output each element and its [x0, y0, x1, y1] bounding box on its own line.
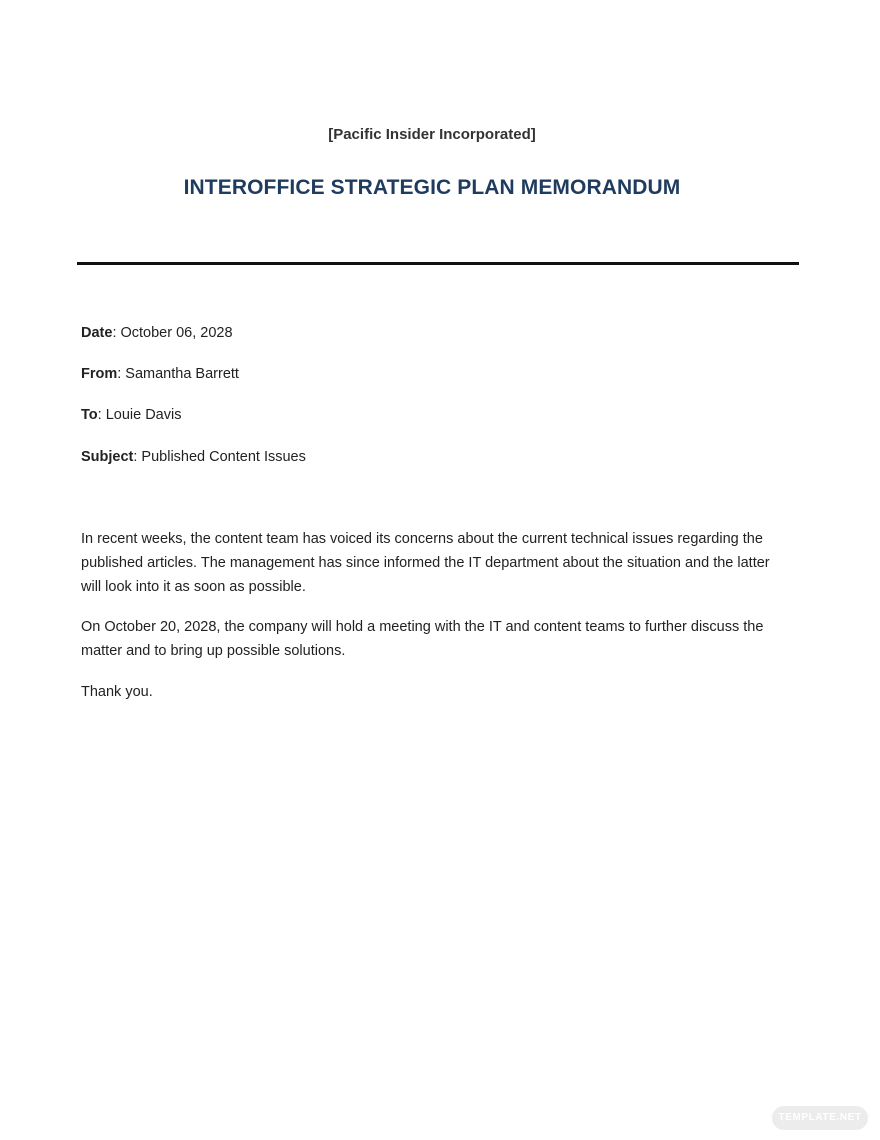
date-value: : October 06, 2028: [112, 325, 233, 341]
closing-line: Thank you.: [81, 684, 153, 700]
to-label: To: [81, 407, 98, 423]
subject-value: : Published Content Issues: [133, 449, 306, 465]
from-label: From: [81, 366, 118, 382]
meta-to: [81, 407, 181, 423]
from-value: : Samantha Barrett: [117, 366, 239, 382]
to-value: : Louie Davis: [97, 407, 182, 423]
memo-title: INTEROFFICE STRATEGIC PLAN MEMORANDUM: [183, 176, 681, 199]
body-paragraph-1: In recent weeks, the content team has voiced its concerns about the current technical issues regarding the published articles. The management has since informed the IT department about the situation and the latter will look into it as soon as possible.: [81, 531, 770, 595]
meta-date: [81, 325, 233, 341]
company-name: [Pacific Insider Incorporated]: [328, 126, 536, 143]
date-label: Date: [81, 325, 113, 341]
meta-subject: [81, 449, 306, 465]
meta-from: [81, 366, 239, 382]
template-watermark: TEMPLATE.NET: [772, 1106, 868, 1130]
body-paragraph-2: On October 20, 2028, the company will hold a meeting with the IT and content teams to further discuss the matter and to bring up possible solutions.: [81, 619, 764, 659]
subject-label: Subject: [81, 449, 134, 465]
header-divider: [77, 262, 799, 265]
